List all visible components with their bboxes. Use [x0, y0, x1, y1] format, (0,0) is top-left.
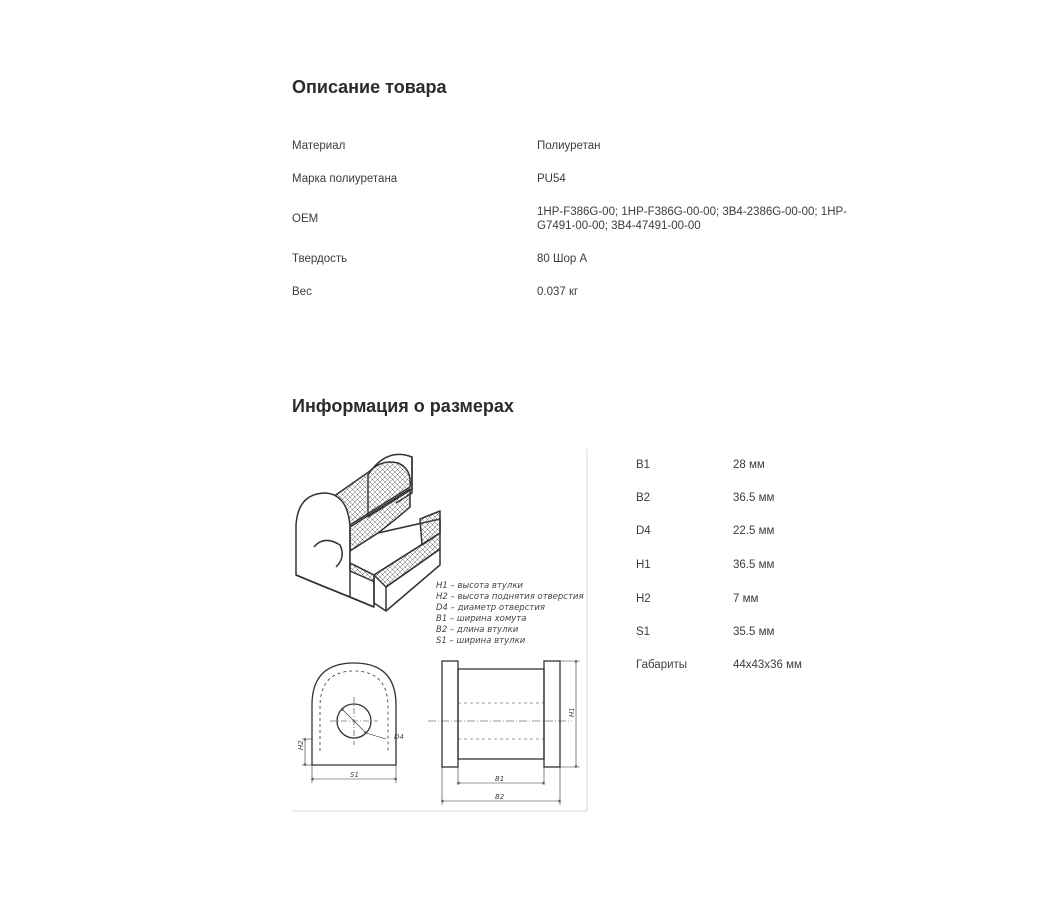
dimension-label: H1	[636, 559, 651, 571]
iso-front-face	[296, 493, 350, 597]
legend-line-s1: S1 – ширина втулки	[436, 636, 526, 646]
side-view-body	[458, 669, 544, 759]
description-value: Полиуретан	[537, 140, 601, 152]
description-label: Материал	[292, 140, 346, 152]
isometric-view	[296, 454, 440, 611]
legend-line-h1: H1 – высота втулки	[436, 581, 523, 591]
dimension-label: D4	[636, 525, 651, 537]
dim-label-d4: D4	[394, 733, 404, 741]
description-value: 1HP-F386G-00; 1HP-F386G-00-00; 3B4-2386G-00-00; 1HP-G7491-00-00; 3B4-47491-00-00	[537, 206, 848, 232]
side-view	[428, 661, 580, 805]
side-view-flange-left	[442, 661, 458, 767]
dim-label-h1: H1	[568, 707, 576, 717]
legend-line-b2: B2 – длина втулки	[436, 625, 519, 635]
dim-label-s1: S1	[350, 771, 359, 779]
dimension-label: Габариты	[636, 659, 688, 671]
dimension-label: S1	[636, 626, 651, 638]
side-view-flange-right	[544, 661, 560, 767]
description-label: Твердость	[292, 253, 348, 265]
dimension-value: 7 мм	[733, 593, 759, 605]
legend-line-b1: B1 – ширина хомута	[436, 614, 527, 624]
bushing-technical-drawing	[290, 447, 590, 813]
description-title: Описание товара	[292, 77, 447, 97]
description-label: Вес	[292, 286, 312, 298]
drawing-legend	[436, 581, 584, 646]
front-view	[302, 663, 396, 783]
dimension-label: B1	[636, 459, 651, 471]
dim-label-b2: B2	[495, 793, 505, 801]
dimension-value: 35.5 мм	[733, 626, 775, 638]
dim-label-h2: H2	[297, 740, 305, 750]
legend-line-d4: D4 – диаметр отверстия	[436, 603, 545, 613]
description-value: 80 Шор А	[537, 253, 588, 265]
description-label: Марка полиуретана	[292, 173, 398, 185]
dimensions-title: Информация о размерах	[292, 396, 514, 416]
description-label: OEM	[292, 213, 319, 225]
dimension-value: 36.5 мм	[733, 492, 775, 504]
dimension-value: 44x43x36 мм	[733, 659, 802, 671]
dim-label-b1: B1	[495, 775, 505, 783]
legend-line-h2: H2 – высота поднятия отверстия	[436, 592, 584, 602]
description-value: 0.037 кг	[537, 286, 579, 298]
dimension-label: H2	[636, 593, 651, 605]
description-value: PU54	[537, 173, 566, 185]
dimension-value: 28 мм	[733, 459, 765, 471]
dimension-label: B2	[636, 492, 651, 504]
dimension-value: 36.5 мм	[733, 559, 775, 571]
dimension-value: 22.5 мм	[733, 525, 775, 537]
